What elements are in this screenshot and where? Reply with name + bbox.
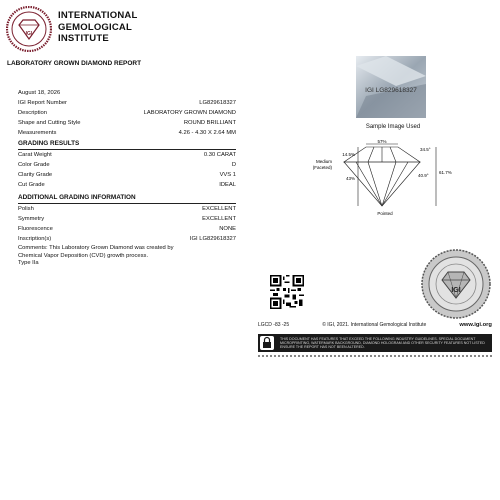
sample-caption: Sample Image Used [365, 124, 421, 130]
additional-row: Symmetry EXCELLENT [18, 216, 236, 222]
organization-name [58, 10, 137, 45]
table-percent: 57% [377, 140, 387, 144]
proportions-diagram [302, 140, 462, 220]
total-depth: 61.7% [439, 170, 452, 175]
qr-code[interactable] [270, 275, 304, 309]
grading-results [18, 138, 236, 190]
grading-row: Carat Weight 0.30 CARAT [18, 152, 236, 158]
grading-results-heading: GRADING RESULTS [18, 138, 236, 150]
footer-copyright: © IGI, 2021. International Gemological Institute [322, 322, 427, 328]
disclaimer-text: THIS DOCUMENT HAS FEATURES THAT EXCEED THE FOLLOWING INDUSTRY GUIDELINES. SPECIAL DOCUMENT MICROPRINTING, WATERMARK BACKGROUND, DIAMOND HOLOGRAM AND OTHER SECURITY FEATURES NOT LISTED ENSURE THE REPORT HAS NOT BEEN ALTERED. [280, 337, 485, 350]
details-row: Shape and Cutting Style ROUND BRILLIANT [18, 120, 236, 126]
details-row: IGI Report Number LG829618327 [18, 100, 236, 106]
pavilion-depth: 43% [345, 176, 355, 181]
additional-row: Fluorescence NONE [18, 226, 236, 232]
report-date: August 18, 2026 [18, 90, 61, 96]
girdle-label-1: Medium [315, 159, 332, 164]
org-line-2: GEMOLOGICAL [58, 21, 132, 33]
details-row: Description LABORATORY GROWN DIAMOND [18, 110, 236, 116]
details-row: Measurements 4.26 - 4.30 X 2.64 MM [18, 130, 236, 136]
security-disclaimer [258, 334, 492, 352]
footer-url[interactable]: www.igi.org [459, 322, 492, 328]
dotted-divider [258, 355, 492, 357]
org-line-1: INTERNATIONAL [58, 10, 138, 21]
crown-height: 14.5% [342, 152, 355, 157]
additional-grading [18, 192, 236, 244]
grading-row: Color Grade D [18, 162, 236, 168]
report-details [18, 88, 236, 138]
pavilion-angle: 40.9° [418, 173, 429, 178]
seal-big-letters: IGI [451, 287, 461, 294]
lock-icon [260, 336, 274, 350]
report-title: LABORATORY GROWN DIAMOND REPORT [7, 60, 142, 67]
seal-letters: IGI [25, 31, 33, 37]
inscription-value: IGI LG829618327 [189, 236, 236, 242]
culet-label: Pointed [377, 211, 393, 216]
crown-angle: 34.5° [420, 147, 431, 152]
additional-row: Inscription(s) IGI LG829618327 [18, 236, 236, 242]
additional-grading-heading: ADDITIONAL GRADING INFORMATION [18, 192, 236, 204]
report-number: LG829618327 [199, 100, 236, 106]
comments: Comments: This Laboratory Grown Diamond was created by Chemical Vapor Deposition (CVD) growth process. Type IIa [18, 245, 174, 266]
igi-seal-logo [6, 6, 52, 52]
sample-diamond-image [356, 56, 426, 118]
grading-row: Cut Grade IDEAL [18, 182, 236, 188]
org-line-3: INSTITUTE [58, 33, 109, 44]
girdle-label-2: (Faceted) [312, 165, 332, 170]
footer [258, 322, 492, 328]
footer-code: LGCD -83 -25 [258, 322, 290, 328]
details-row [18, 88, 236, 98]
sample-inscription: IGI LG829618327 [365, 87, 417, 94]
igi-hologram-seal [420, 248, 492, 320]
additional-row: Polish EXCELLENT [18, 206, 236, 212]
grading-row: Clarity Grade VVS 1 [18, 172, 236, 178]
